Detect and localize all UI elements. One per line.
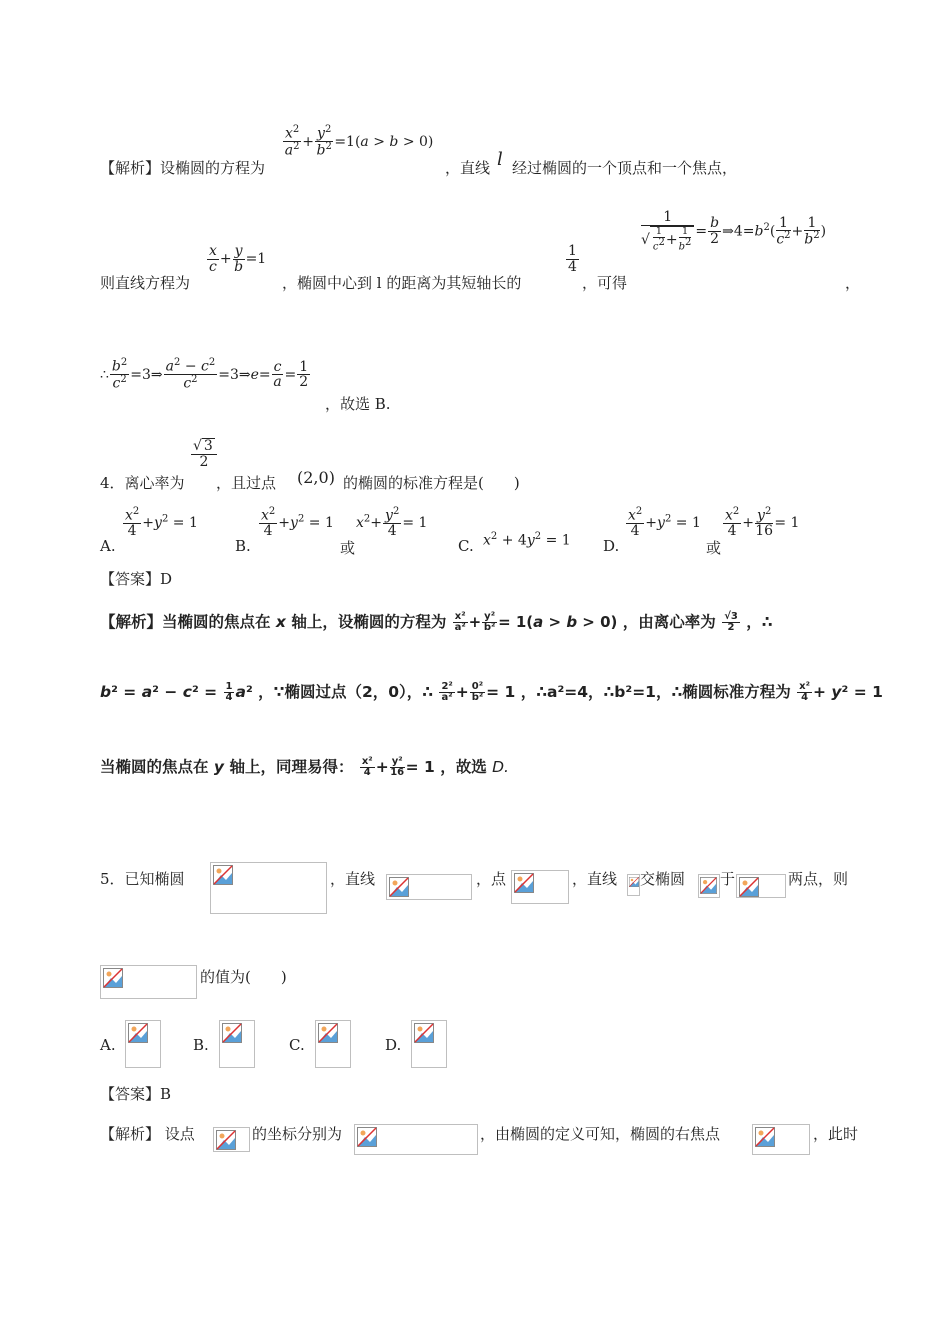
- text: D.: [492, 758, 509, 776]
- text: 5．已知椭圆: [100, 870, 185, 888]
- text: ，∴a²=4，∴b²=1，∴椭圆标准方程为: [520, 683, 791, 701]
- q4-analysis-line-2: [100, 680, 883, 710]
- text: 轴上，设椭圆的方程为: [291, 613, 447, 631]
- eccentricity-derivation: ∴ $\frac{b^2}{c^2}$ =3⇒ $\frac{a^2 - c^2}{c^2}$ =3⇒e= $\frac{c}{a}$ = $\frac{1}{2}$: [100, 357, 309, 392]
- text: l: [497, 149, 503, 170]
- option-d-label: D.: [603, 537, 620, 555]
- broken-image-icon: [736, 874, 786, 898]
- option-b-label: B.: [235, 537, 251, 555]
- option-b-formula-2: $x^2+$ $\frac{y^2}{4}$ = 1: [356, 506, 428, 540]
- option-c-formula: $x^2 + 4y^2 = 1$: [483, 531, 571, 549]
- text: ，可得: [582, 274, 628, 292]
- formula: $\frac{\text{x²}}{4}$ + y² = 1: [799, 680, 883, 703]
- option-c-label: C.: [289, 1036, 305, 1054]
- formula: $\frac{\text{x²}}{4}$ + $\frac{\text{y²}}{16}$ = 1: [361, 755, 435, 778]
- text: ，直线: [445, 159, 491, 177]
- text: 则直线方程为: [100, 274, 191, 292]
- option-d-formula-1: $\frac{x^2}{4}$ $+y^2 = 1$: [628, 506, 701, 540]
- text: ，点: [476, 870, 507, 888]
- text: ，由离心率为: [622, 613, 716, 631]
- text: 的坐标分别为: [252, 1125, 343, 1143]
- broken-image-icon: [100, 965, 197, 999]
- broken-image-icon: [411, 1020, 447, 1068]
- option-b-formula-1: $\frac{x^2}{4}$ $+y^2 = 1$: [261, 506, 334, 540]
- text: y: [213, 758, 225, 776]
- text: 4．离心率为: [100, 474, 185, 492]
- text: 轴上，同理易得：: [229, 758, 354, 776]
- broken-image-icon: [210, 862, 327, 914]
- text: 两点，则: [788, 870, 849, 888]
- formula: $\frac{\text{2²}}{\text{a²}}$ + $\frac{\text{0²}}{\text{b²}}$ = 1: [441, 680, 516, 703]
- text: x: [275, 613, 286, 631]
- text: 【解析】当椭圆的焦点在: [100, 613, 271, 631]
- q4-options: [100, 505, 860, 555]
- broken-image-icon: [386, 874, 472, 900]
- q4-answer: 【答案】D: [100, 570, 173, 588]
- q4-analysis-line-3: [100, 755, 509, 785]
- text: 交椭圆: [640, 870, 686, 888]
- text: ，故选 B.: [325, 395, 391, 413]
- q4-analysis-line-1: [100, 610, 773, 640]
- option-a-label: A.: [100, 537, 116, 555]
- q5-line2-text: 的值为( ): [200, 968, 287, 986]
- text: ，直线: [572, 870, 618, 888]
- option-c-label: C.: [458, 537, 474, 555]
- or-text: 或: [706, 539, 722, 557]
- text: ，: [845, 274, 861, 292]
- broken-image-icon: [354, 1124, 478, 1155]
- broken-image-icon: [315, 1020, 351, 1068]
- text: ，且过点: [216, 474, 277, 492]
- formula: b² = a² − c² = $\frac{1}{4}$ a²: [100, 680, 253, 703]
- broken-image-icon: [627, 874, 640, 896]
- or-text: 或: [340, 539, 356, 557]
- text: 于: [720, 870, 736, 888]
- point-coord: (2,0): [297, 468, 335, 487]
- broken-image-icon: [698, 874, 720, 898]
- q5-stem-text: [100, 868, 185, 889]
- text: 【解析】 设点: [100, 1125, 195, 1143]
- q5-answer: 【答案】B: [100, 1085, 172, 1103]
- text: 【解析】设椭圆的方程为: [100, 159, 266, 177]
- broken-image-icon: [219, 1020, 255, 1068]
- formula: $\frac{\text{x²}}{\text{a²}}$ + $\frac{\text{y²}}{\text{b²}}$ = 1(a > b > 0): [454, 610, 618, 633]
- text: ，直线: [330, 870, 376, 888]
- text: ，椭圆中心到 l 的距离为其短轴长的: [282, 274, 522, 292]
- option-a-formula: $\frac{x^2}{4}$ $+y^2 = 1$: [125, 506, 198, 540]
- text: 的椭圆的标准方程是( ): [343, 474, 520, 492]
- formula: $\frac{√3}{2}$: [724, 610, 738, 633]
- text: ，由椭圆的定义可知，椭圆的右焦点: [480, 1125, 721, 1143]
- broken-image-icon: [752, 1124, 810, 1155]
- option-d-formula-2: $\frac{x^2}{4}$ + $\frac{y^2}{16}$ = 1: [725, 506, 800, 540]
- ellipse-equation-formula: $\frac{x^2}{a^2}$ + $\frac{y^2}{b^2}$ =1(a > b > 0): [284, 124, 434, 159]
- distance-formula: 1 √ $\frac{1}{c^2}$ + $\frac{1}{b^2}$ = $\frac{b}{2}$ $\Rightarrow 4=b^2$( $\frac{1}{c^2}$ + $\frac{1}{b^2}$ ): [641, 209, 827, 253]
- text: ，∵椭圆过点（2，0），∴: [258, 683, 434, 701]
- option-a-label: A.: [100, 1036, 116, 1054]
- text: 当椭圆的焦点在: [100, 758, 209, 776]
- broken-image-icon: [125, 1020, 161, 1068]
- option-b-label: B.: [193, 1036, 209, 1054]
- text: ，∴: [746, 613, 773, 631]
- sqrt3-over-2: $\frac{√ 3}{2}$: [190, 438, 218, 469]
- option-d-label: D.: [385, 1036, 402, 1054]
- line-equation-formula: $\frac{x}{c}$ + $\frac{y}{b}$ =1: [209, 243, 267, 275]
- quarter-fraction: $\frac{1}{4}$: [568, 243, 577, 275]
- broken-image-icon: [511, 870, 569, 904]
- text: ，故选: [440, 758, 487, 776]
- text: 经过椭圆的一个顶点和一个焦点，: [512, 159, 738, 177]
- broken-image-icon: [213, 1127, 250, 1152]
- text: ，此时: [813, 1125, 859, 1143]
